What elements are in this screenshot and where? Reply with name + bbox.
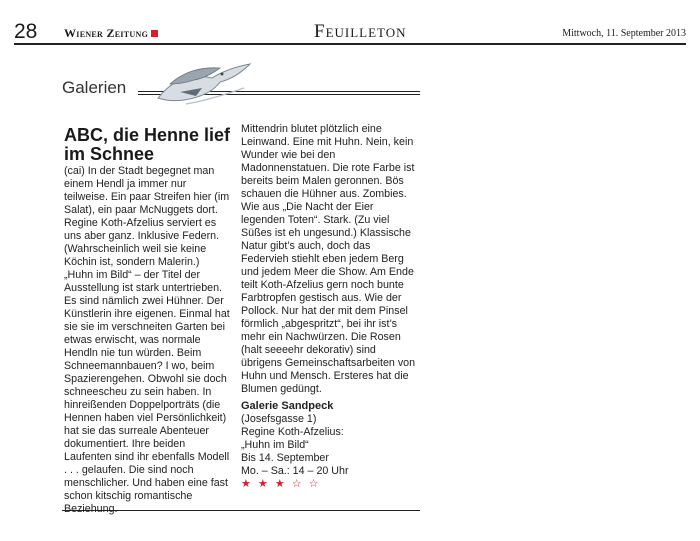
newspaper-brand <box>64 26 158 41</box>
article-paragraph: (cai) In der Stadt begegnet man einem Hendl ja immer nur teilweise. Ein paar Streifen hier (im Salat), ein paar McNuggets dort. Regine Koth-Afzelius serviert es uns aber ganz. Inklusive Federn. (Wahrscheinlich weil sie keine Köchin ist, sondern Malerin.) <box>64 165 230 268</box>
birds-illustration-icon <box>150 60 260 108</box>
article-bottom-rule <box>62 510 420 511</box>
page-header <box>14 22 686 44</box>
header-rule <box>14 43 686 45</box>
rating-stars-icon: ★ ★ ★ ☆ ☆ <box>241 478 321 490</box>
brand-text: Wiener Zeitung <box>64 26 149 40</box>
issue-date: Mittwoch, 11. September 2013 <box>562 28 686 39</box>
brand-square-icon <box>151 30 158 37</box>
gallery-name: Galerie Sandpeck <box>241 400 334 412</box>
opening-hours: Mo. – Sa.: 14 – 20 Uhr <box>241 465 349 477</box>
exhibition-title: „Huhn im Bild“ <box>241 439 309 451</box>
article-paragraph: Mittendrin blutet plötzlich eine Leinwand. Eine mit Huhn. Nein, kein Wunder wie bei den Madonnenstatuen. Die rote Farbe ist bereits beim Malen geronnen. Bös schauen die Hühner aus. Zombies. Wie aus „Die Nacht der Eier legenden Toten“. Stark. (Zu viel Süßes ist eh ungesund.) Klassische Natur gibt’s auch, doch das Federvieh stiehlt eben jedem Berg und jedem Meer die Show. Am Ende teilt Koth-Afzelius gern noch bunte Farbtropfen gestisch aus. Wie der Pollock. Nur hat der mit dem Pinsel förmlich „abgespritzt“, bei ihr ist’s mehr ein Nachwürzen. Die Rosen (halt seeeehr dekorativ) sind übrigens Gemeinschaftsarbeiten von Huhn und Mensch. Ersteres hat die Blumen gedüngt. <box>241 123 416 395</box>
page-number: 28 <box>14 20 38 43</box>
exhibition-until: Bis 14. September <box>241 452 329 464</box>
section-title: Feuilleton <box>314 21 407 42</box>
artist-name: Regine Koth-Afzelius: <box>241 426 344 438</box>
article-column-2 <box>241 123 416 491</box>
article-column-1 <box>64 165 232 516</box>
rubric-label: Galerien <box>62 78 127 97</box>
gallery-address: (Josefsgasse 1) <box>241 413 317 425</box>
article-headline: ABC, die Henne lief im Schnee <box>64 125 231 164</box>
article-paragraph: „Huhn im Bild“ – der Titel der Ausstellung ist stark untertrieben. Es sind nämlich zwei Hühner. Der Künstlerin ihre eigenen. Einmal hat sie sie im verschneiten Garten bei etwas erwischt, was normale Hendln nie tun würden. Beim Schneemannbauen? I wo, beim Spazierengehen. Obwohl sie doch schneescheu zu sein haben. In hinreißenden Doppelporträts (die Hennen haben viel Persönlichkeit) hat sie das surreale Abenteuer dokumentiert. Ihre beiden Laufenten sind ihr ebenfalls Modell . . . gelaufen. Die sind noch menschlicher. Und haben eine fast schon kitschig romantische Beziehung. <box>64 269 230 515</box>
